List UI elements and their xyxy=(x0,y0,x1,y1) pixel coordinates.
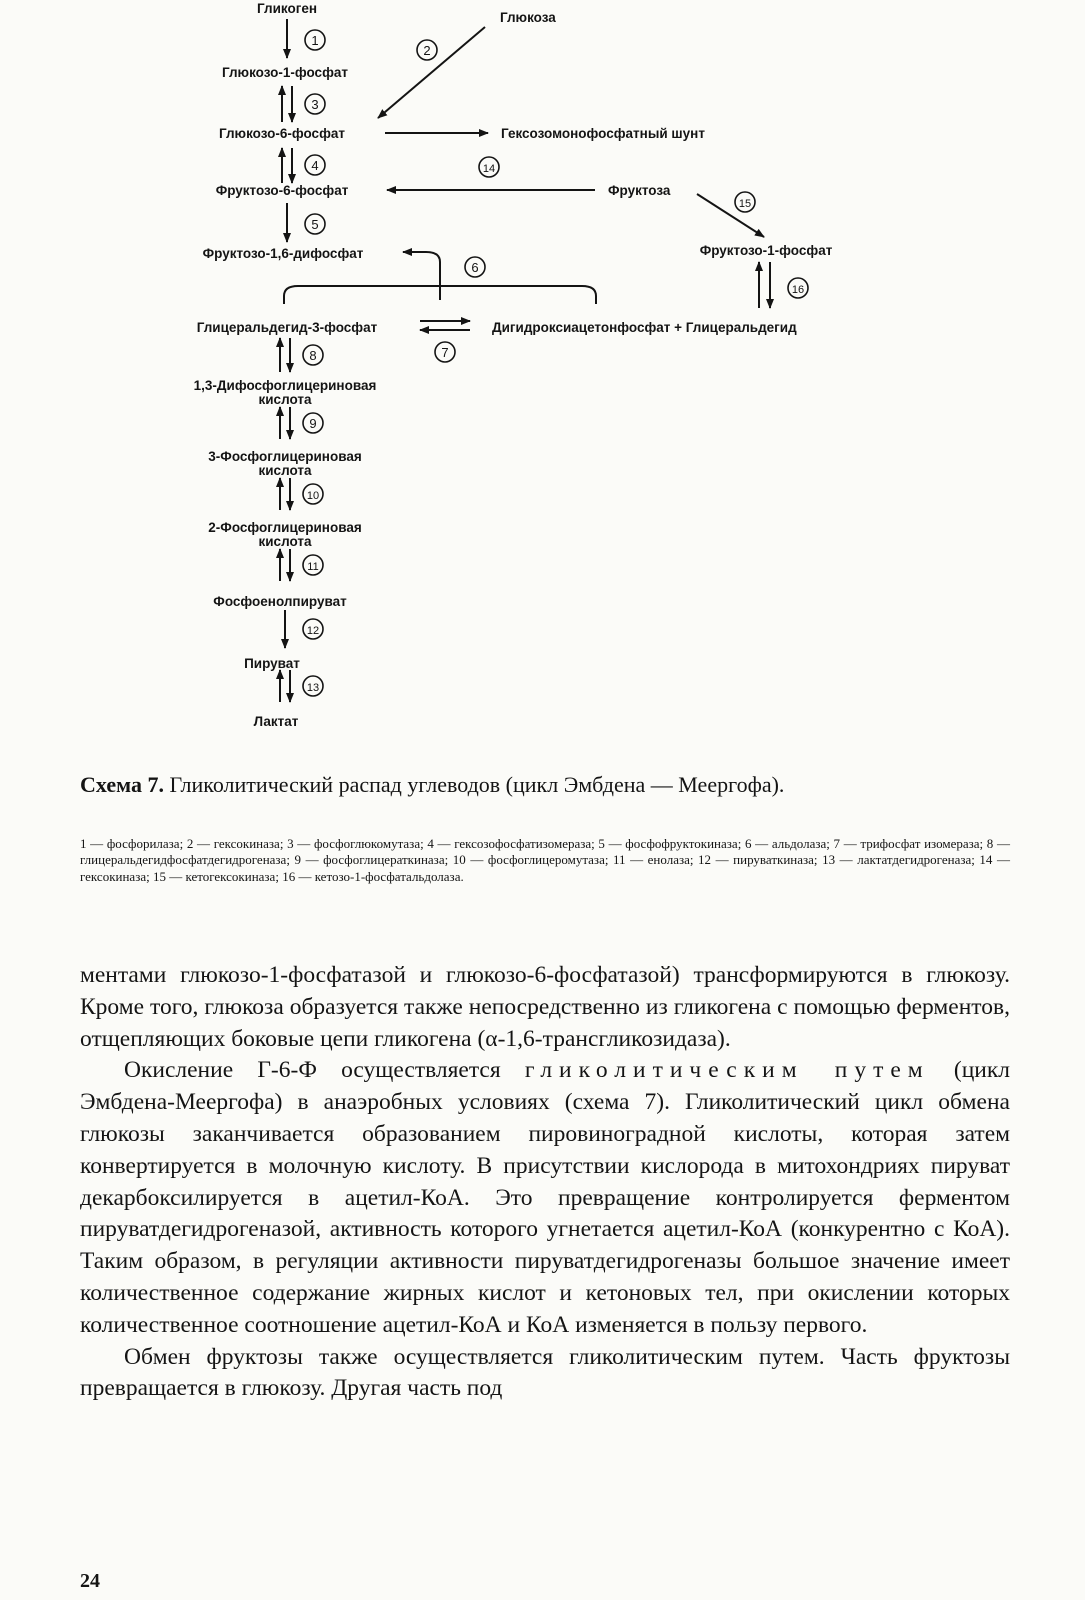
step-number-9: 9 xyxy=(309,416,317,431)
step-number-3: 3 xyxy=(311,97,319,112)
compound-lactate: Лактат xyxy=(253,714,299,729)
paragraph-1: ментами глюкозо-1-фосфатазой и глюкозо-6-фосфатазой) трансформируются в глюкозу. Кроме того, глюкоза образуется также непосредственно из гликогена с помощью ферментов, отщепляющих боковые цепи гликогена (α-1,6-трансгликозидаза). xyxy=(80,962,1010,1052)
step-number-7: 7 xyxy=(441,345,449,360)
compound-phosphoenolpyruvate: Фосфоенолпируват xyxy=(213,594,347,609)
compound-glucose-1-phosphate: Глюкозо-1-фосфат xyxy=(222,65,348,80)
step-number-8: 8 xyxy=(309,348,317,363)
caption-label: Схема 7. xyxy=(80,772,164,797)
step-number-14: 14 xyxy=(482,163,496,175)
compound-glycogen: Гликоген xyxy=(257,1,317,16)
compound-pyruvate: Пируват xyxy=(244,656,300,671)
step-number-16: 16 xyxy=(791,284,805,296)
paragraph-2-emphasis: гликолитическим путем xyxy=(524,1057,930,1084)
compound-glucose: Глюкоза xyxy=(500,10,556,25)
compound-2-phosphoglycerate-acid: кислота xyxy=(258,534,312,549)
compound-glucose-6-phosphate: Глюкозо-6-фосфат xyxy=(219,126,345,141)
figure-caption xyxy=(80,770,1010,800)
compound-glyceraldehyde-3-phosphate: Глицеральдегид-3-фосфат xyxy=(196,320,378,335)
compound-1-3-bisphosphoglycerate-acid: кислота xyxy=(258,392,312,407)
page-number: 24 xyxy=(80,1570,100,1592)
step-number-1: 1 xyxy=(311,33,319,48)
glycolysis-scheme-diagram xyxy=(0,0,1085,745)
compound-fructose: Фруктоза xyxy=(608,183,671,198)
step-number-5: 5 xyxy=(311,217,319,232)
step-number-10: 10 xyxy=(306,490,320,502)
step-number-2: 2 xyxy=(423,43,431,58)
compound-1-3-bisphosphoglycerate: 1,3-Дифосфоглицериновая xyxy=(193,378,377,393)
step-number-12: 12 xyxy=(306,625,320,637)
paragraph-3: Обмен фруктозы также осуществляется гликолитическим путем. Часть фруктозы превращается в глюкозу. Другая часть под xyxy=(80,1343,1010,1402)
arrow-step-6-top xyxy=(403,252,440,300)
body-text xyxy=(80,960,1010,1405)
paragraph-2 xyxy=(80,1055,1010,1341)
compound-3-phosphoglycerate-acid: кислота xyxy=(258,463,312,478)
step-number-13: 13 xyxy=(306,682,320,694)
paragraph-2-end: (цикл Эмбдена-Меергофа) в анаэробных условиях (схема 7). Гликолитический цикл обмена глюкозы заканчивается образованием пировиноградной кислоты, которая затем конвертируется в молочную кислоту. В присутствии кислорода в митохондриях пируват декарбоксилируется в ацетил-КоА. Это превращение контролируется ферментом пируватдегидрогеназой, активность которого угнетается ацетил-КоА (конкурентно с КоА). Таким образом, в регуляции активности пируватдегидрогеназы большое значение имеет количественное содержание жирных кислот и кетоновых тел, при окислении которых количественное соотношение ацетил-КоА и КоА изменяется в пользу первого. xyxy=(80,1057,1010,1338)
compound-2-phosphoglycerate: 2-Фосфоглицериновая xyxy=(208,520,362,535)
compound-3-phosphoglycerate: 3-Фосфоглицериновая xyxy=(208,449,362,464)
compound-hexose-monophosphate-shunt: Гексозомонофосфатный шунт xyxy=(501,126,705,141)
caption-title: Гликолитический распад углеводов (цикл Эмбдена — Меергофа). xyxy=(169,772,785,797)
compound-fructose-1-6-diphosphate: Фруктозо-1,6-дифосфат xyxy=(202,246,364,261)
step-number-11: 11 xyxy=(307,561,319,573)
step-number-15: 15 xyxy=(738,198,752,210)
step-number-6: 6 xyxy=(471,260,479,275)
figure-legend: 1 — фосфорилаза; 2 — гексокиназа; 3 — фосфоглюкомутаза; 4 — гексозофосфатизомераза; 5 — фосфофруктокиназа; 6 — альдолаза; 7 — трифосфат изомераза; 8 — глицеральдегидфосфатдегидрогеназа; 9 — фосфоглицераткиназа; 10 — фосфоглицеромутаза; 11 — енолаза; 12 — пируваткиназа; 13 — лактатдегидрогеназа; 14 — гексокиназа; 15 — кетогексокиназа; 16 — кетозо-1-фосфатальдолаза. xyxy=(80,836,1010,884)
compound-fructose-6-phosphate: Фруктозо-6-фосфат xyxy=(215,183,349,198)
paragraph-2-start: Окисление Г-6-Ф осуществляется xyxy=(124,1057,525,1084)
compound-fructose-1-phosphate: Фруктозо-1-фосфат xyxy=(699,243,833,258)
compound-dihydroxyacetone-phosphate: Дигидроксиацетонфосфат + Глицеральдегид xyxy=(492,320,797,335)
step-number-4: 4 xyxy=(311,158,319,173)
